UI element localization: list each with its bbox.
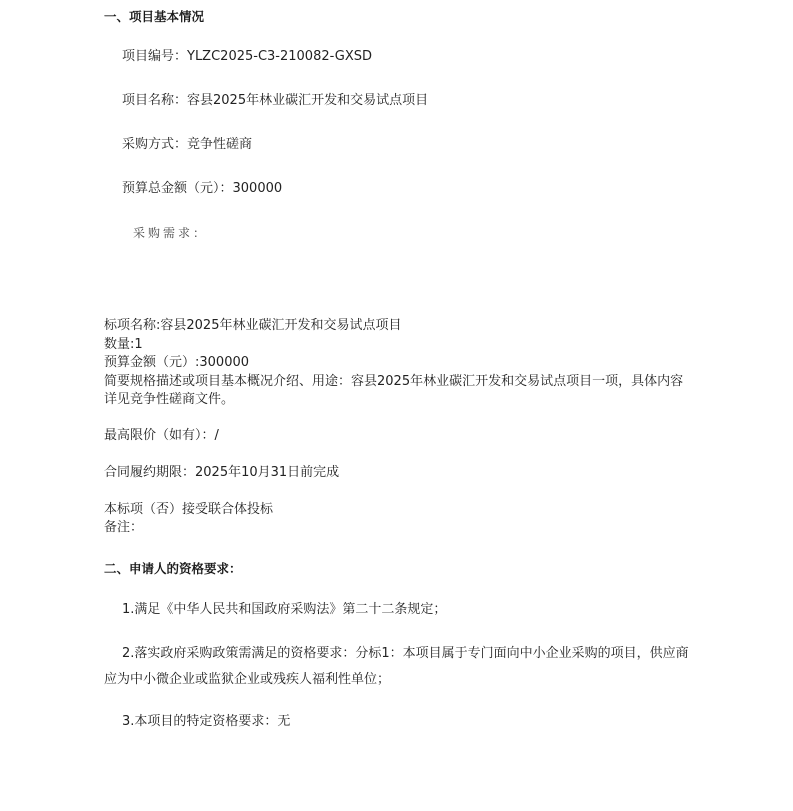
consortium-bidding: 本标项（否）接受联合体投标 bbox=[104, 502, 274, 517]
remarks: 备注： bbox=[104, 520, 144, 535]
lot-quantity: 数量:1 bbox=[104, 336, 143, 352]
section-heading-qualifications: 二、申请人的资格要求： bbox=[104, 561, 242, 576]
qualification-item-1: 1.满足《中华人民共和国政府采购法》第二十二条规定； bbox=[122, 602, 447, 617]
requirements-label: 采购需求： bbox=[133, 226, 209, 240]
lot-name: 标项名称:容县2025年林业碳汇开发和交易试点项目 bbox=[104, 318, 402, 333]
section-heading-basic-info: 一、项目基本情况 bbox=[104, 9, 205, 24]
qualification-item-2: 2.落实政府采购政策需满足的资格要求：分标1：本项目属于专门面向中小企业采购的项目，供应商应为中小微企业或监狱企业或残疾人福利性单位； bbox=[104, 646, 689, 687]
lot-details bbox=[104, 317, 704, 410]
procurement-method: 采购方式：竞争性磋商 bbox=[122, 137, 253, 152]
max-price: 最高限价（如有）：/ bbox=[104, 428, 219, 443]
lot-budget: 预算金额（元）:300000 bbox=[104, 355, 250, 370]
qualification-item-3: 3.本项目的特定资格要求：无 bbox=[122, 714, 291, 729]
project-name: 项目名称：容县2025年林业碳汇开发和交易试点项目 bbox=[122, 93, 429, 108]
lot-description: 简要规格描述或项目基本概况介绍、用途：容县2025年林业碳汇开发和交易试点项目一项，具体内容详见竞争性磋商文件。 bbox=[104, 373, 684, 407]
total-budget: 预算总金额（元）：300000 bbox=[122, 181, 283, 196]
contract-term: 合同履约期限：2025年10月31日前完成 bbox=[104, 465, 340, 480]
project-number: 项目编号：YLZC2025-C3-210082-GXSD bbox=[122, 49, 373, 64]
